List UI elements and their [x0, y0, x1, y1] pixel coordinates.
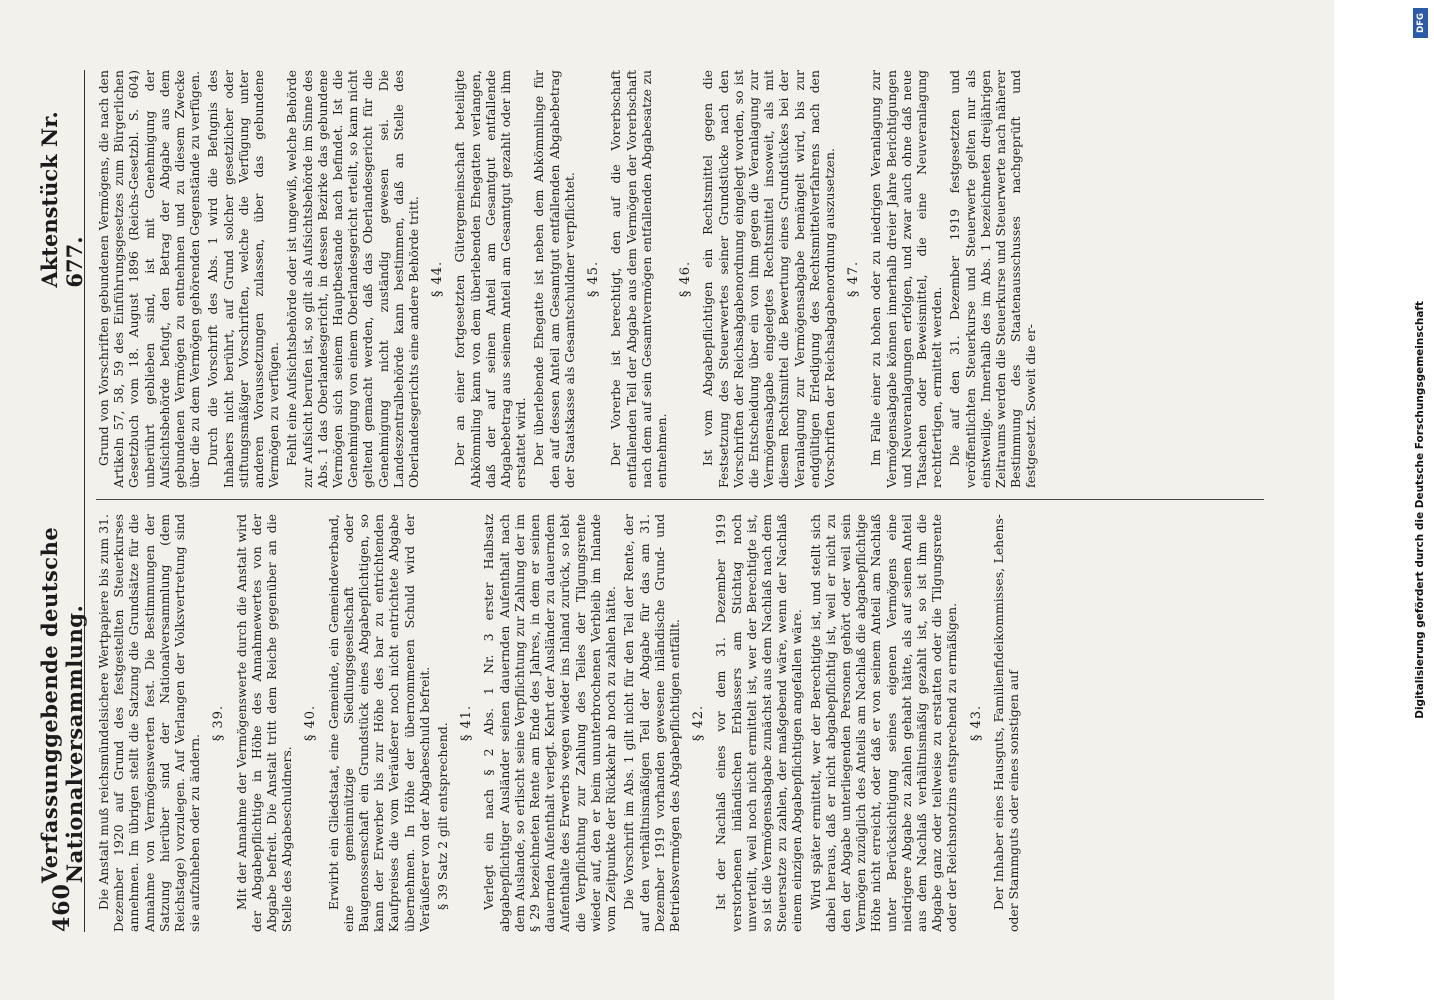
paragraph: Erwirbt ein Gliedstaat, eine Gemeinde, ein Gemeindeverband, eine gemeinnützige Siedlungsgesellschaft oder Baugenossenschaft ein Grundstück eines Abgabepflichtigen, so kann der Erwerber bis zur Höhe des bar zu entrichtenden Kaufpreises die vom Veräußerer noch nicht entrichtete Abgabe übernehmen. In Höhe der übernommenen Schuld wird der Veräußerer von der Abgabeschuld befreit.	[325, 514, 432, 932]
dfg-logo: DFG	[1413, 8, 1428, 38]
paragraph: Der an einer fortgesetzten Gütergemeinschaft beteiligte Abkömmling kann von dem überlebenden Ehegatten verlangen, daß der auf seinen Anteil am Gesamtgut entfallende Abgabebetrag aus seinem Anteil am Gesamtgut gezahlt oder ihm erstattet wird.	[452, 70, 529, 488]
digitization-notice: Digitalisierung gefördert durch die Deutsche Forschungsgemeinschaft	[1414, 301, 1426, 719]
page-number: 460	[49, 883, 75, 932]
paragraph: Durch die Vorschrift des Abs. 1 wird die Befugnis des Inhabers nicht berührt, auf Grund solcher gesetzlicher oder stiftungsmäßiger Vorschriften, welche die Verfügung unter anderen Voraussetzungen zulassen, über das gebundene Vermögen zu verfügen.	[205, 70, 282, 488]
paragraph: Der Inhaber eines Hausguts, Familienfideikommisses, Lehens- oder Stammguts oder eines sonstigen auf	[990, 514, 1021, 932]
paragraph: Ist der Nachlaß eines vor dem 31. Dezember 1919 verstorbenen inländischen Erblassers am Stichtag noch unverteilt, weil noch nicht ermittelt ist, wer der Berechtigte ist, so ist die Vermögensabgabe zunächst aus dem Nachlaß nach dem Steuersatze zu zahlen, der maßgebend wäre, wenn der Nachlaß einem einzigen Abgabepflichtigen angefallen wäre.	[713, 514, 805, 932]
paragraph: Grund von Vorschriften gebundenen Vermögens, die nach den Artikeln 57, 58, 59 des Einführungsgesetzes zum Bürgerlichen Gesetzbuch vom 18. August 1896 (Reichs-Gesetzbl. S. 604) unberührt geblieben sind, ist mit Genehmigung der Aufsichtsbehörde befugt, den Betrag der Abgabe aus dem gebundenen Vermögen zu entnehmen und zu diesem Zwecke über die zu dem Vermögen gehörenden Gegenstände zu verfügen.	[96, 70, 203, 488]
section-heading: § 39.	[211, 704, 227, 742]
paragraph: Die Anstalt muß reichsmündelsichere Wertpapiere bis zum 31. Dezember 1920 auf Grund des festgestellten Steuerkurses annehmen. Im übrigen stellt die Satzung die Grundsätze für die Annahme von Vermögenswerten fest. Die Bestimmungen der Satzung hierüber sind der Nationalversammlung (dem Reichstage) vorzulegen. Auf Verlangen der Volksvertretung sind sie aufzuheben oder zu ändern.	[96, 514, 203, 932]
paragraph: Der Vorerbe ist berechtigt, den auf die Vorerbschaft entfallenden Teil der Abgabe aus dem Vermögen der Vorerbschaft nach dem auf sein Gesamtvermögen entfallenden Abgabesatze zu entnehmen.	[608, 70, 669, 488]
section-heading: § 40.	[303, 704, 319, 742]
paragraph: Fehlt eine Aufsichtsbehörde oder ist ungewiß, welche Behörde zur Aufsicht berufen ist, so gilt als Aufsichtsbehörde im Sinne des Abs. 1 das Oberlandesgericht, in dessen Bezirke das gebundene Vermögen sich seinem Hauptbestande nach befindet. Ist die Genehmigung von einem Oberlandesgericht erteilt, so kann nicht geltend gemacht werden, daß das Oberlandesgericht für die Genehmigung nicht zuständig gewesen sei. Die Landeszentralbehörde kann bestimmen, daß an Stelle des Oberlandesgerichts eine andere Behörde tritt.	[284, 70, 422, 488]
paragraph: Ist vom Abgabepflichtigen ein Rechtsmittel gegen die Festsetzung des Steuerwertes seiner Grundstücke nach den Vorschriften der Reichsabgabenordnung eingelegt worden, so ist die Entscheidung über ein von ihm gegen die Veranlagung zur Vermögensabgabe eingelegtes Rechtsmittel insoweit, als mit diesem Rechtsmittel die Bewertung eines Grundstückes bei der Veranlagung zur Vermögensabgabe bemängelt wird, bis zur endgültigen Erledigung des Rechtsmittelverfahrens nach den Vorschriften der Reichsabgabenordnung auszusetzen.	[700, 70, 837, 488]
section-heading: § 47.	[846, 260, 862, 298]
paragraph: Verlegt ein nach § 2 Abs. 1 Nr. 3 erster Halbsatz abgabepflichtiger Ausländer seinen dauernden Aufenthalt nach dem Auslande, so erlischt seine Verpflichtung zur Zahlung der im § 29 bezeichneten Rente am Ende des Jahres, in dem er seinen dauernden Aufenthalt verlegt. Kehrt der Ausländer zu dauerndem Aufenthalte des Erwerbs wegen wieder ins Inland zurück, so lebt die Verpflichtung zur Zahlung des Teiles der Tilgungsrente wieder auf, den er beim ununterbrochenen Verbleib im Inlande vom Zeitpunkte der Rückkehr ab noch zu zahlen hätte.	[481, 514, 619, 932]
section-heading: § 41.	[459, 704, 475, 742]
left-column	[96, 514, 1274, 932]
paragraph: Die auf den 31. Dezember 1919 festgesetzten und veröffentlichten Steuerkurse und Steuerwerte gelten nur als einstweilige. Innerhalb des im Abs. 1 bezeichneten dreijährigen Zeitraums werden die Steuerkurse und Steuerwerte nach näherer Bestimmung des Staatenausschusses nachgeprüft und festgesetzt. Soweit die er-	[947, 70, 1039, 488]
paragraph: Im Falle einer zu hohen oder zu niedrigen Veranlagung zur Vermögensabgabe können innerhalb dreier Jahre Berichtigungen und Neuveranlagungen erfolgen, und zwar auch ohne daß neue Tatsachen oder Beweismittel, die eine Neuveranlagung rechtfertigen, ermittelt werden.	[868, 70, 945, 488]
page-header	[37, 70, 87, 932]
section-heading: § 46.	[678, 260, 694, 298]
document-reference: Aktenstück Nr. 677.	[37, 111, 87, 288]
section-heading: § 44.	[430, 260, 446, 298]
paragraph: Mit der Annahme der Vermögenswerte durch die Anstalt wird der Abgabepflichtige in Höhe des Annahmewertes von der Abgabe befreit. Die Anstalt tritt dem Reiche gegenüber an die Stelle des Abgabeschuldners.	[233, 514, 295, 932]
running-title: Verfassunggebende deutsche Nationalversammlung.	[37, 526, 87, 884]
section-heading: § 42.	[691, 704, 707, 742]
section-heading: § 45.	[586, 260, 602, 298]
paragraph: Die Vorschrift im Abs. 1 gilt nicht für den Teil der Rente, der auf den verhältnismäßigen Teil der Abgabe für das am 31. Dezember 1919 vorhanden gewesene inländische Grund- und Betriebsvermögen des Abgabepflichtigen entfällt.	[621, 514, 682, 932]
paragraph: § 39 Satz 2 gilt entsprechend.	[435, 722, 451, 910]
right-column	[96, 70, 1274, 488]
paragraph: Wird später ermittelt, wer der Berechtigte ist, und stellt sich dabei heraus, daß er nicht abgabepflichtig ist, weil er nicht zu den der Abgabe unterliegenden Personen gehört oder weil sein Vermögen zuzüglich des Anteils am Nachlaß die abgabepflichtige Höhe nicht erreicht, oder daß er von seinem Anteil am Nachlaß unter Berücksichtigung seines eigenen Vermögens eine niedrigere Abgabe zu zahlen gehabt hätte, als auf seinen Anteil aus dem Nachlaß verhältnismäßig gezahlt ist, so ist ihm die Abgabe ganz oder teilweise zu erstatten oder die Tilgungsrente oder der Reichsnotzins entsprechend zu ermäßigen.	[807, 514, 960, 932]
paragraph: Der überlebende Ehegatte ist neben dem Abkömmlinge für den auf dessen Anteil am Gesamtgut entfallenden Abgabebetrag der Staatskasse als Gesamtschuldner verpflichtet.	[531, 70, 577, 488]
text-columns	[96, 70, 1274, 932]
section-heading: § 43.	[968, 704, 984, 742]
